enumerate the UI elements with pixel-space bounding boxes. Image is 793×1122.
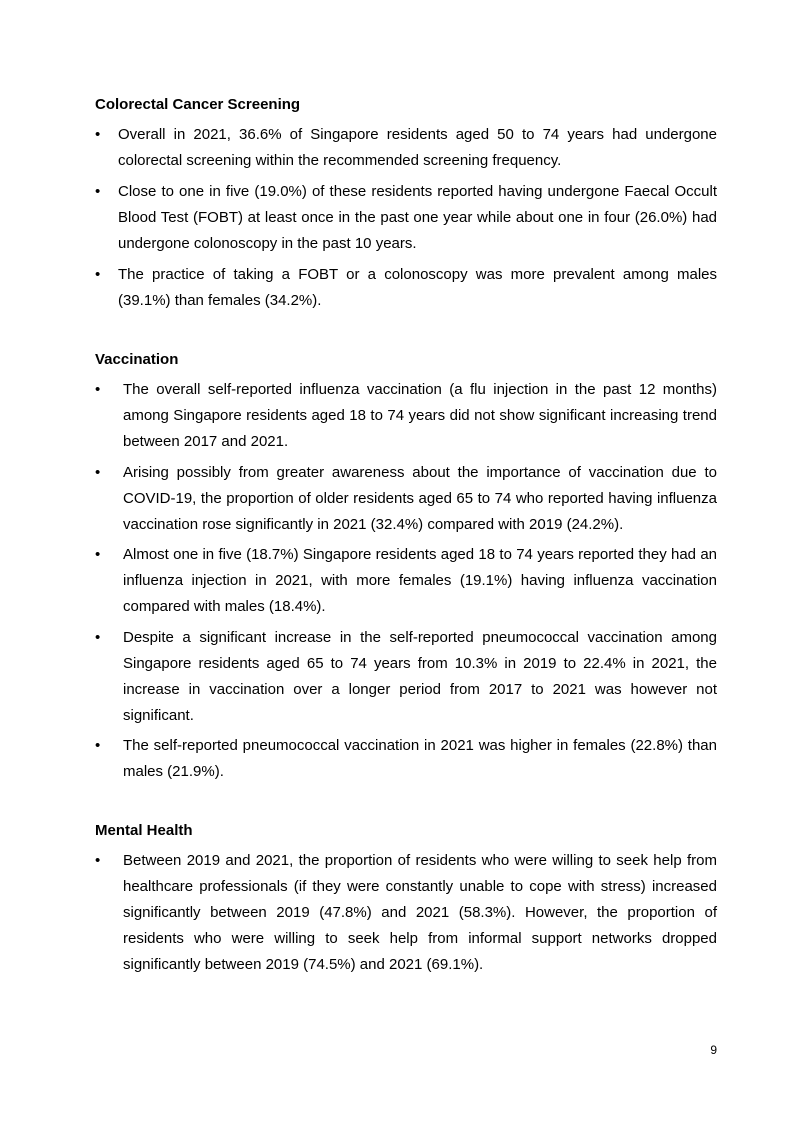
list-item xyxy=(95,848,717,978)
bullet-icon: • xyxy=(95,852,101,869)
page-number: 9 xyxy=(710,1043,717,1057)
section-heading-vaccination: Vaccination xyxy=(95,351,179,368)
bullet-icon: • xyxy=(95,126,101,143)
list-item xyxy=(95,179,717,257)
list-item xyxy=(95,733,717,785)
bullet-icon: • xyxy=(95,266,101,283)
bullet-text: The self-reported pneumococcal vaccination in 2021 was higher in females (22.8%) than males (21.9%). xyxy=(123,737,717,780)
list-item xyxy=(95,460,717,538)
list-item xyxy=(95,625,717,729)
bullet-text: The overall self-reported influenza vaccination (a flu injection in the past 12 months) among Singapore residents aged 18 to 74 years did not show significant increasing trend between 2017 and 2021. xyxy=(123,381,717,450)
bullet-icon: • xyxy=(95,464,101,481)
list-item xyxy=(95,262,717,314)
bullet-text: Close to one in five (19.0%) of these residents reported having undergone Faecal Occult Blood Test (FOBT) at least once in the past one year while about one in four (26.0%) had undergone colonoscopy in the past 10 years. xyxy=(118,183,717,252)
bullet-icon: • xyxy=(95,629,101,646)
list-item xyxy=(95,377,717,455)
bullet-text: Overall in 2021, 36.6% of Singapore residents aged 50 to 74 years had undergone colorectal screening within the recommended screening frequency. xyxy=(118,126,717,169)
bullet-icon: • xyxy=(95,546,101,563)
bullet-icon: • xyxy=(95,183,101,200)
list-item xyxy=(95,542,717,620)
bullet-text: The practice of taking a FOBT or a colonoscopy was more prevalent among males (39.1%) than females (34.2%). xyxy=(118,266,717,309)
bullet-icon: • xyxy=(95,737,101,754)
bullet-text: Despite a significant increase in the self-reported pneumococcal vaccination among Singapore residents aged 65 to 74 years from 10.3% in 2019 to 22.4% in 2021, the increase in vaccination over a longer period from 2017 to 2021 was however not significant. xyxy=(123,629,717,724)
bullet-text: Arising possibly from greater awareness about the importance of vaccination due to COVID-19, the proportion of older residents aged 65 to 74 who reported having influenza vaccination rose significantly in 2021 (32.4%) compared with 2019 (24.2%). xyxy=(123,464,717,533)
bullet-text: Between 2019 and 2021, the proportion of residents who were willing to seek help from healthcare professionals (if they were constantly unable to cope with stress) increased significantly between 2019 (47.8%) and 2021 (58.3%). However, the proportion of residents who were willing to seek help from informal support networks dropped significantly between 2019 (74.5%) and 2021 (69.1%). xyxy=(123,852,717,973)
bullet-text: Almost one in five (18.7%) Singapore residents aged 18 to 74 years reported they had an influenza injection in 2021, with more females (19.1%) having influenza vaccination compared with males (18.4%). xyxy=(123,546,717,615)
list-item xyxy=(95,122,717,174)
section-heading-colorectal: Colorectal Cancer Screening xyxy=(95,96,301,113)
bullet-icon: • xyxy=(95,381,101,398)
section-heading-mental-health: Mental Health xyxy=(95,822,193,839)
